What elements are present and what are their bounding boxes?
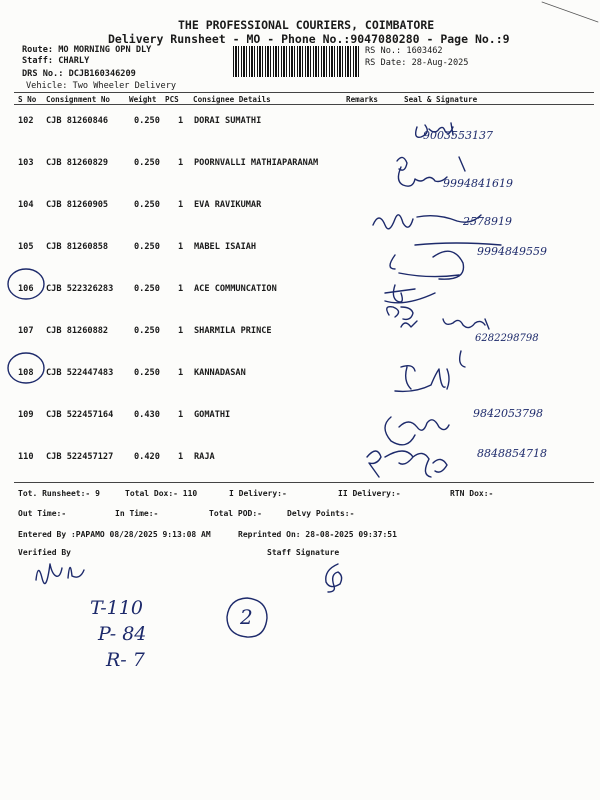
row-sno: 102 [18,116,34,126]
circle-mark-108 [4,350,48,386]
row-pcs: 1 [178,452,184,462]
col-seal: Seal & Signature [404,95,478,104]
barcode [233,46,360,77]
row-consignee: EVA RAVIKUMAR [194,200,262,210]
row-sno: 107 [18,326,34,336]
sig-number-103: 9994841619 [443,177,513,190]
rs-number: RS No.: 1603462 [365,46,443,56]
delvy-points: Delvy Points:- [287,509,355,518]
col-consignee: Consignee Details [193,95,271,104]
runsheet-subtitle: Delivery Runsheet - MO - Phone No.:9047080280 - Page No.:9 [108,32,510,46]
sig-number-104: 2578919 [463,215,512,228]
row-consignment: CJB 81260858 [46,242,109,252]
tally-p: P- 84 [98,623,147,645]
row-sno: 103 [18,158,34,168]
row-consignment: CJB 81260846 [46,116,109,126]
staff-signature: Staff Signature [267,548,340,557]
table-top-rule [14,92,594,93]
rs-date: RS Date: 28-Aug-2025 [365,58,469,68]
row-pcs: 1 [178,242,184,252]
row-weight: 0.430 [134,410,160,420]
total-pod: Total POD:- [209,509,262,518]
row-consignment: CJB 81260882 [46,326,109,336]
out-time: Out Time:- [18,509,67,518]
row-consignee: SHARMILA PRINCE [194,326,272,336]
row-sno: 108 [18,368,34,378]
row-pcs: 1 [178,200,184,210]
company-title: THE PROFESSIONAL COURIERS, COIMBATORE [178,18,435,32]
tot-runsheet: Tot. Runsheet:- 9 [18,489,100,498]
row-pcs: 1 [178,158,184,168]
drs-number: DRS No.: DCJB160346209 [22,69,136,79]
row-consignment: CJB 522326283 [46,284,114,294]
tally-r: R- 7 [106,649,145,671]
row-sno: 109 [18,410,34,420]
row-consignment: CJB 522447483 [46,368,114,378]
row-pcs: 1 [178,326,184,336]
row-pcs: 1 [178,368,184,378]
col-weight: Weight [129,95,157,104]
ii-delivery: II Delivery:- [338,489,401,498]
total-dox: Total Dox:- 110 [125,489,198,498]
rtn-dox: RTN Dox:- [450,489,494,498]
sig-number-109: 9842053798 [473,407,543,420]
row-consignment: CJB 81260905 [46,200,109,210]
verified-by: Verified By [18,548,71,557]
row-weight: 0.250 [134,116,160,126]
row-consignment: CJB 81260829 [46,158,109,168]
row-weight: 0.250 [134,242,160,252]
sig-number-110: 8848854718 [477,447,547,460]
row-consignment: CJB 522457164 [46,410,114,420]
row-pcs: 1 [178,284,184,294]
circle-mark-106 [4,266,48,302]
signature-scribbles [355,105,595,490]
reprinted-on: Reprinted On: 28-08-2025 09:37:51 [238,530,397,539]
corner-mark [540,0,600,25]
verifier-initials [30,552,100,588]
entered-by: Entered By :PAPAMO 08/28/2025 9:13:08 AM [18,530,211,539]
row-consignee: DORAI SUMATHI [194,116,262,126]
col-pcs: PCS [165,95,179,104]
col-consignment: Consignment No [46,95,111,104]
row-weight: 0.250 [134,326,160,336]
row-sno: 110 [18,452,34,462]
col-remarks: Remarks [346,95,379,104]
row-weight: 0.250 [134,368,160,378]
sig-number-105: 9994849559 [477,245,547,258]
staff-label: Staff: CHARLY [22,56,90,66]
row-weight: 0.420 [134,452,160,462]
row-consignee: MABEL ISAIAH [194,242,257,252]
row-consignee: ACE COMMUNCATION [194,284,277,294]
row-sno: 105 [18,242,34,252]
vehicle-label: Vehicle: Two Wheeler Delivery [26,81,177,91]
row-sno: 106 [18,284,34,294]
staff-signature-mark [316,560,356,594]
i-delivery: I Delivery:- [229,489,287,498]
sig-number-102: 9003553137 [423,129,493,142]
row-weight: 0.250 [134,284,160,294]
tally-notes [86,592,196,672]
table-bottom-rule [14,482,594,483]
circled-number: 2 [240,605,253,629]
circled-number-mark [222,592,272,642]
row-pcs: 1 [178,410,184,420]
row-weight: 0.250 [134,200,160,210]
in-time: In Time:- [115,509,159,518]
row-consignment: CJB 522457127 [46,452,114,462]
route-label: Route: MO MORNING OPN DLY [22,45,152,55]
row-sno: 104 [18,200,34,210]
col-sno: S No [18,95,37,104]
row-consignee: POORNVALLI MATHIAPARANAM [194,158,319,168]
row-weight: 0.250 [134,158,160,168]
row-pcs: 1 [178,116,184,126]
row-consignee: GOMATHI [194,410,231,420]
row-consignee: RAJA [194,452,215,462]
sig-number-107: 6282298798 [475,333,539,344]
tally-t: T-110 [90,597,143,619]
row-consignee: KANNADASAN [194,368,246,378]
